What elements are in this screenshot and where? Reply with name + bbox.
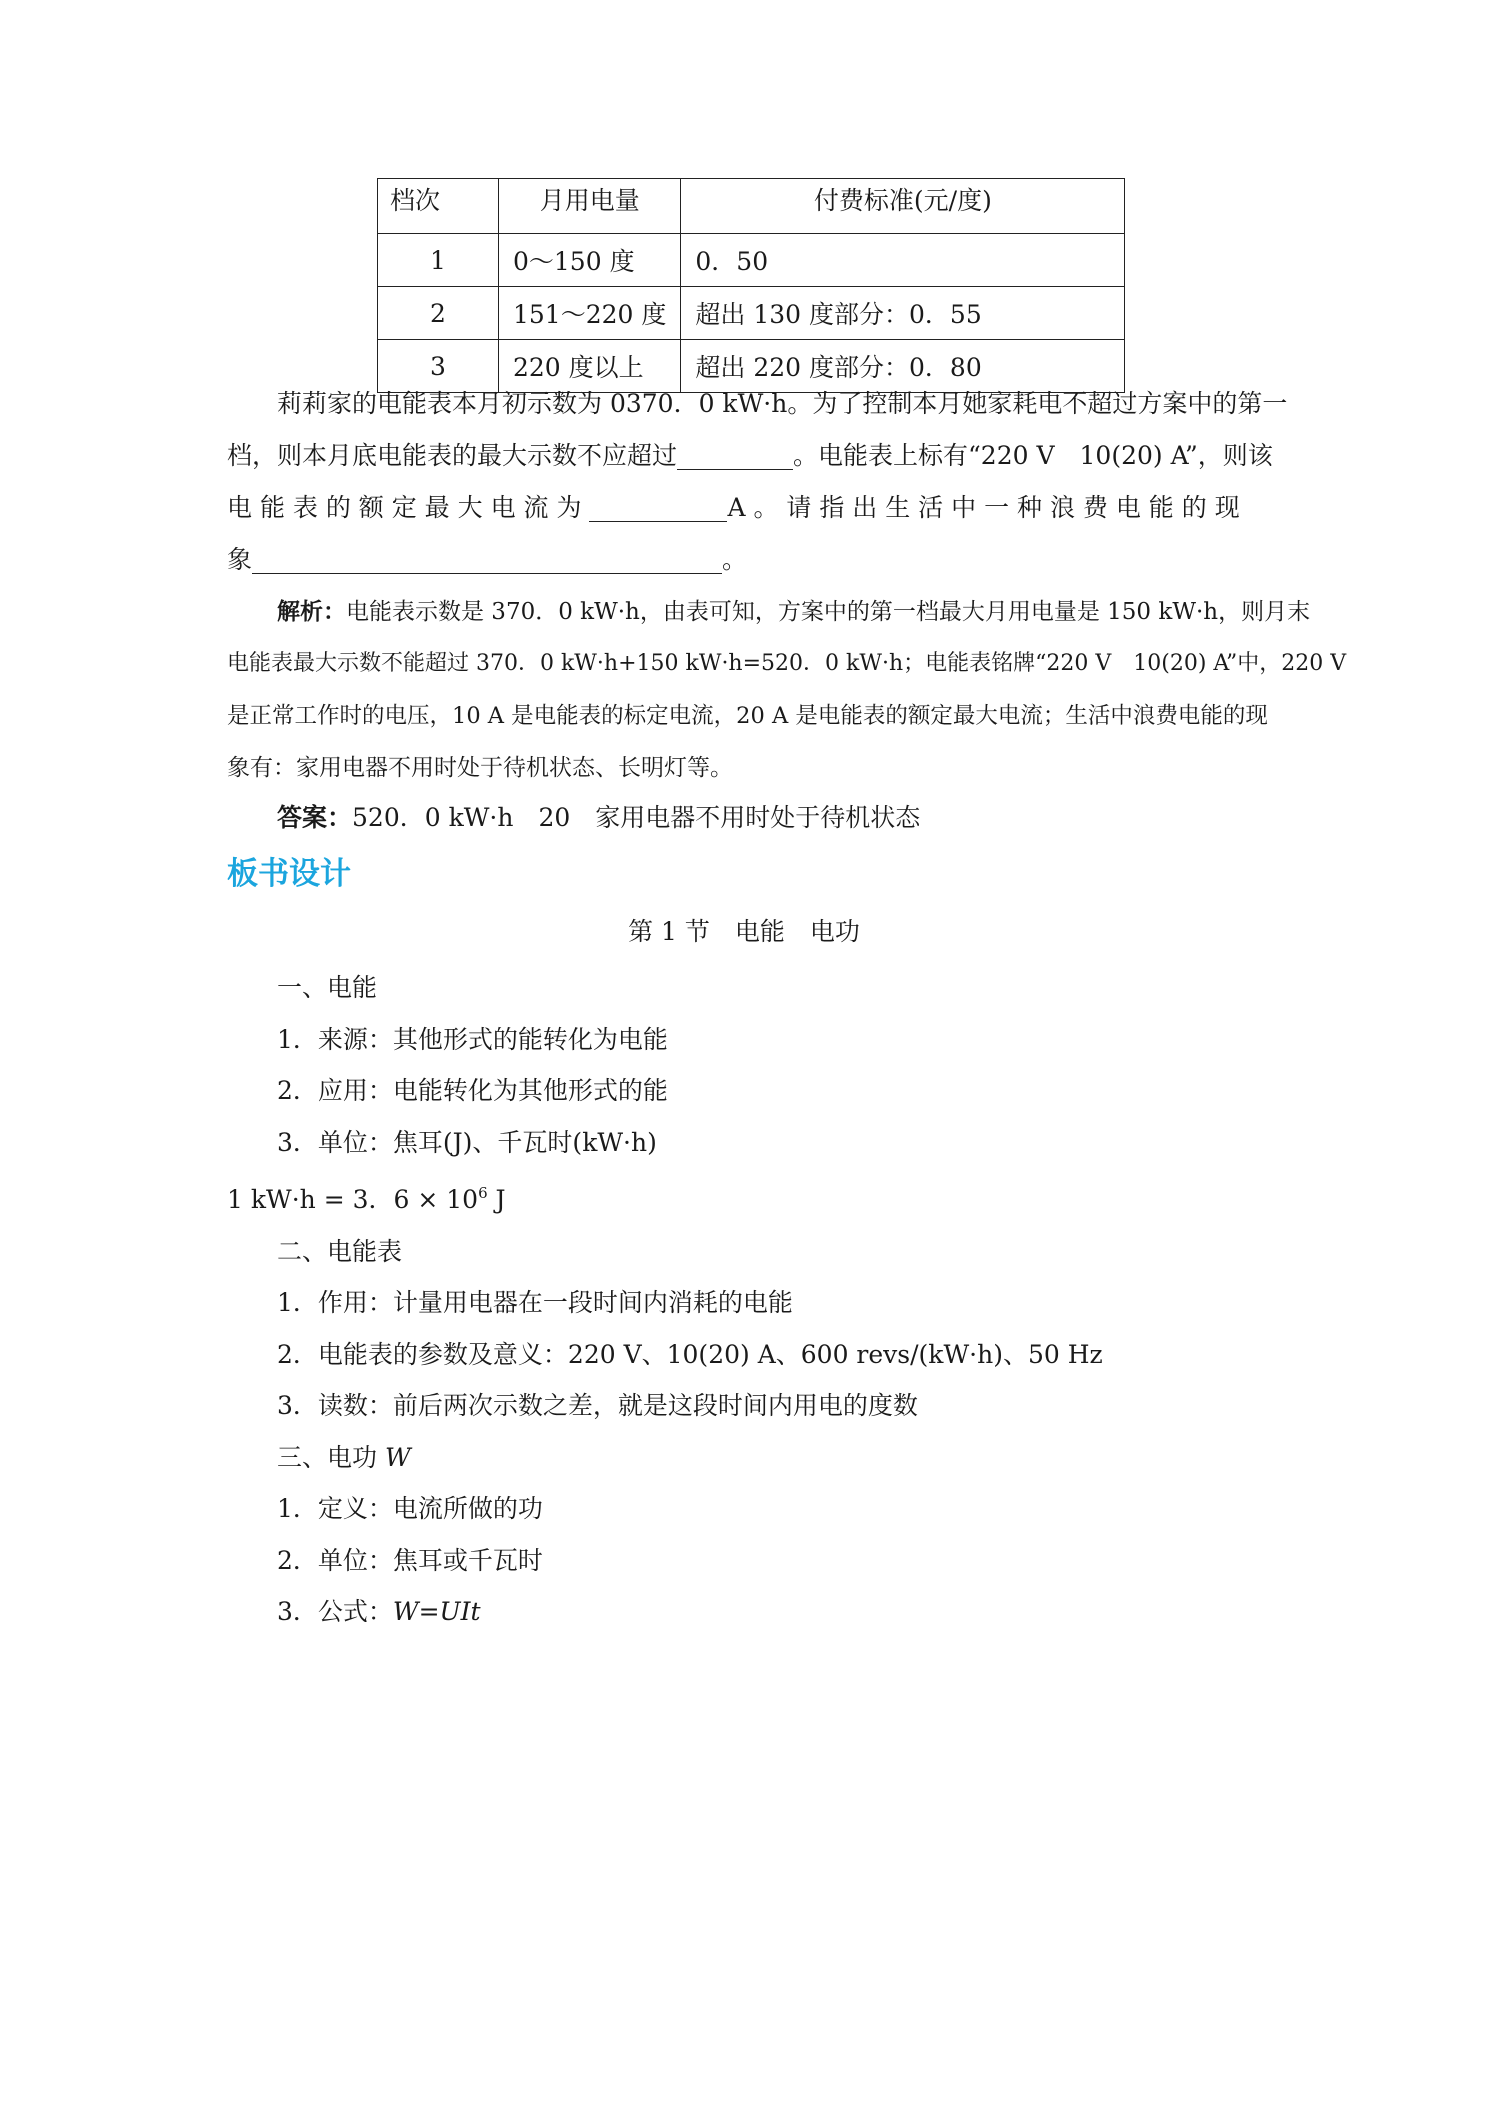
question-line-4 (227, 534, 1287, 586)
outline-item: 2．应用：电能转化为其他形式的能 (277, 1076, 668, 1105)
answer-blank (589, 491, 727, 522)
table-header-cell: 档次 (378, 179, 499, 234)
outline-item: 3．读数：前后两次示数之差，就是这段时间内用电的度数 (277, 1391, 918, 1420)
table-cell: 1 (378, 234, 499, 287)
work-formula: W=UIt (392, 1597, 481, 1626)
outline-item: 1．作用：计量用电器在一段时间内消耗的电能 (277, 1288, 793, 1317)
table-header-cell: 付费标准(元/度) (681, 179, 1125, 234)
board-title: 第 1 节 电能 电功 (628, 917, 860, 946)
question-text: 。电能表上标有“220 V 10(20) A”，则该 (793, 441, 1273, 470)
answer-label: 答案： (277, 803, 353, 832)
table-cell: 3 (378, 340, 499, 393)
question-paragraph (227, 378, 1287, 586)
table-cell: 2 (378, 287, 499, 340)
table-header-cell: 月用电量 (499, 179, 681, 234)
formula-text: J (487, 1185, 506, 1214)
tariff-table (377, 178, 1125, 393)
outline-item (277, 1586, 1103, 1638)
table-row (378, 234, 1125, 287)
analysis-line-2: 电能表最大示数不能超过 370．0 kW·h+150 kW·h=520．0 kW·h；电能表铭牌“220 V 10(20) A”中，220 V (227, 651, 1347, 676)
table-cell: 220 度以上 (499, 340, 681, 393)
analysis-line-3: 是正常工作时的电压，10 A 是电能表的标定电流，20 A 是电能表的额定最大电流；生活中浪费电能的现 (227, 703, 1268, 729)
analysis-line-4: 象有：家用电器不用时处于待机状态、长明灯等。 (227, 755, 733, 781)
answer-blank (252, 543, 722, 574)
question-text: A 。 请 指 出 生 活 中 一 种 浪 费 电 能 的 现 (727, 493, 1240, 522)
table-cell: 0．50 (681, 234, 1125, 287)
answer-blank (677, 439, 793, 470)
outline-item: 2．电能表的参数及意义：220 V、10(20) A、600 revs/(kW·h)、50 Hz (277, 1339, 1103, 1369)
table-cell: 0～150 度 (499, 234, 681, 287)
table-cell: 超出 220 度部分：0．80 (681, 340, 1125, 393)
table-cell: 151～220 度 (499, 287, 681, 340)
question-line-1: 莉莉家的电能表本月初示数为 0370．0 kW·h。为了控制本月她家耗电不超过方案中的第一 (277, 389, 1288, 418)
table-header-row (378, 179, 1125, 234)
question-text: 。 (722, 545, 748, 574)
outline-item: 1．定义：电流所做的功 (277, 1494, 543, 1523)
outline-heading: 一、电能 (277, 973, 378, 1002)
question-line-2 (227, 430, 1287, 482)
question-line-3 (227, 482, 1287, 534)
formula-text: 1 kW·h = 3．6 × 10 (227, 1185, 479, 1214)
analysis-line-1 (227, 586, 1311, 638)
unit-formula (227, 1168, 1103, 1226)
outline-item: 3．单位：焦耳(J)、千瓦时(kW·h) (277, 1127, 657, 1157)
answer-paragraph (227, 792, 1287, 844)
analysis-paragraph (227, 586, 1347, 794)
formula-exponent: 6 (478, 1184, 488, 1202)
question-text: 电 能 表 的 额 定 最 大 电 流 为 (227, 493, 582, 522)
answer-line (227, 792, 1287, 844)
analysis-label: 解析： (277, 598, 346, 625)
heading-variable: W (384, 1442, 411, 1472)
outline-heading: 二、电能表 (277, 1236, 403, 1266)
section-heading: 板书设计 (227, 856, 351, 892)
question-text: 档，则本月底电能表的最大示数不应超过 (227, 441, 678, 470)
analysis-text: 电能表示数是 370．0 kW·h，由表可知，方案中的第一档最大月用电量是 150 kW·h，则月末 (346, 599, 1311, 625)
board-outline (227, 962, 1103, 1638)
formula-label: 3．公式： (277, 1597, 393, 1626)
outline-heading (277, 1432, 1103, 1484)
table-row (378, 287, 1125, 340)
question-text: 象 (227, 545, 253, 574)
outline-item: 1．来源：其他形式的能转化为电能 (277, 1024, 668, 1054)
answer-text: 520．0 kW·h 20 家用电器不用时处于待机状态 (352, 803, 921, 832)
outline-item: 2．单位：焦耳或千瓦时 (277, 1545, 543, 1575)
table-cell: 超出 130 度部分：0．55 (681, 287, 1125, 340)
heading-text: 三、电功 (277, 1442, 385, 1472)
